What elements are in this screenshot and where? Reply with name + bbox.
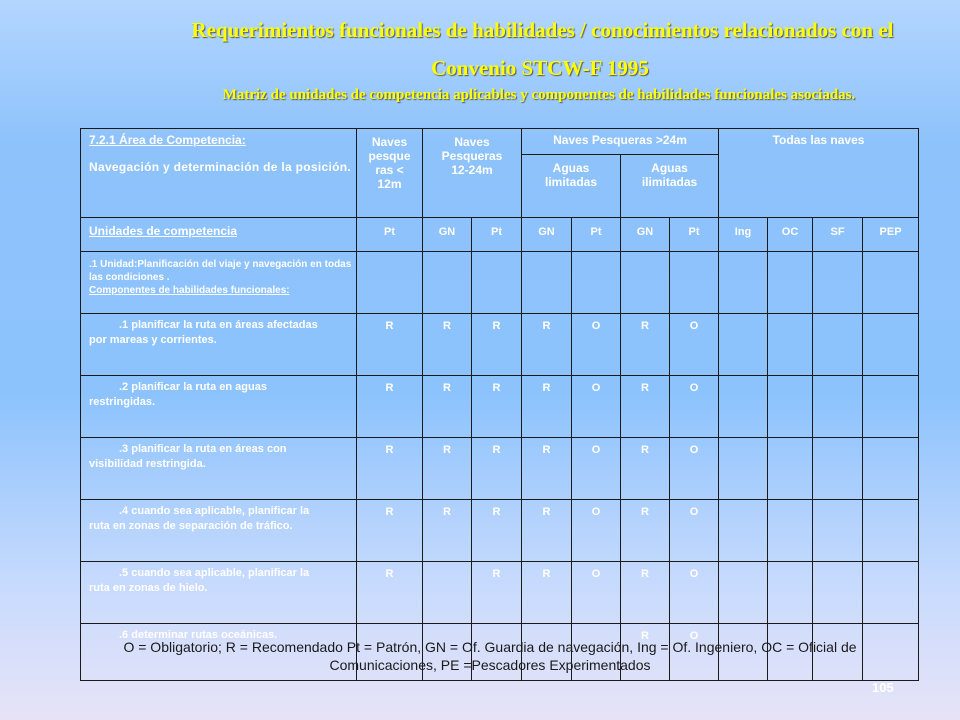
requirement-cell: R (621, 562, 670, 624)
unit-header: GN (621, 218, 670, 252)
criterion-label (81, 314, 357, 376)
requirement-cell: O (670, 500, 719, 562)
criterion-label (81, 500, 357, 562)
requirement-cell: O (670, 624, 719, 681)
header-mid-vessels-label: Naves Pesqueras 12-24m (441, 135, 503, 177)
competence-matrix (80, 128, 919, 681)
requirement-cell: R (621, 314, 670, 376)
unit-header: Pt (670, 218, 719, 252)
requirement-cell: R (621, 500, 670, 562)
requirement-cell (813, 314, 863, 376)
requirement-cell: O (572, 562, 621, 624)
legend-line-1: O = Obligatorio; R = Recomendado Pt = Patrón, GN = Of. Guardia de navegación, Ing = Of. Ingeniero, OC = Oficial de (123, 639, 857, 655)
criterion-label (81, 376, 357, 438)
criterion-text-a: .5 cuando sea aplicable, planificar la (119, 567, 310, 579)
header-small-vessels-label: Naves pesque ras < 12m (368, 135, 411, 191)
criterion-text-b: por mareas y corrientes. (89, 334, 217, 346)
unit-header: Pt (357, 218, 423, 252)
requirement-cell: O (670, 438, 719, 500)
requirement-cell: O (572, 376, 621, 438)
requirement-cell: R (423, 500, 472, 562)
legend (0, 638, 960, 674)
requirement-cell: R (472, 562, 522, 624)
header-mid-vessels (423, 129, 522, 218)
requirement-cell: R (472, 376, 522, 438)
requirement-cell: R (621, 624, 670, 681)
requirement-cell (768, 562, 813, 624)
table-row (81, 562, 919, 624)
requirement-cell (813, 376, 863, 438)
requirement-cell: O (572, 438, 621, 500)
legend-line-2: Comunicaciones, PE =Pescadores Experimentados (329, 657, 651, 673)
requirement-cell (768, 376, 813, 438)
table-row (81, 314, 919, 376)
requirement-cell: R (522, 500, 572, 562)
title-line-2: Convenio STCW-F 1995 (431, 56, 649, 80)
table-row (81, 376, 919, 438)
requirement-cell: R (522, 562, 572, 624)
requirement-cell (719, 562, 768, 624)
header-unlimited-waters-label: Aguas ilimitadas (641, 161, 698, 189)
requirement-cell (768, 438, 813, 500)
criterion-label (81, 562, 357, 624)
requirement-cell (863, 314, 919, 376)
requirement-cell (813, 438, 863, 500)
requirement-cell: R (621, 376, 670, 438)
requirement-cell: O (670, 562, 719, 624)
requirement-cell: R (423, 314, 472, 376)
header-large-vessels: Naves Pesqueras >24m (522, 129, 719, 155)
header-small-vessels (357, 129, 423, 218)
requirement-cell (719, 500, 768, 562)
unit-header: Pt (472, 218, 522, 252)
competence-area-cell (81, 129, 357, 218)
requirement-cell: R (423, 438, 472, 500)
unit-header: GN (522, 218, 572, 252)
unit-header: PEP (863, 218, 919, 252)
criterion-text-a: .6 determinar rutas oceánicas. (119, 629, 278, 641)
table-row (81, 438, 919, 500)
requirement-cell (768, 500, 813, 562)
unit-header: GN (423, 218, 472, 252)
requirement-cell (423, 562, 472, 624)
table-row (81, 500, 919, 562)
criterion-label (81, 438, 357, 500)
requirement-cell: R (357, 314, 423, 376)
criterion-text-a: .4 cuando sea aplicable, planificar la (119, 505, 310, 517)
requirement-cell: O (572, 500, 621, 562)
criterion-text-b: ruta en zonas de separación de tráfico. (89, 520, 293, 532)
competence-area-heading: 7.2.1 Área de Competencia: (89, 133, 246, 147)
criterion-text-b: ruta en zonas de hielo. (89, 582, 208, 594)
requirement-cell: R (423, 376, 472, 438)
requirement-cell (863, 438, 919, 500)
requirement-cell (768, 314, 813, 376)
requirement-cell: R (357, 500, 423, 562)
requirement-cell: O (572, 314, 621, 376)
requirement-cell: R (472, 500, 522, 562)
header-all-vessels: Todas las naves (719, 129, 919, 218)
title-line-1: Requerimientos funcionales de habilidades / conocimientos relacionados con el (191, 18, 894, 42)
requirement-cell: R (522, 314, 572, 376)
requirement-cell: O (670, 376, 719, 438)
requirement-cell (719, 376, 768, 438)
requirement-cell: R (357, 376, 423, 438)
page-number: 105 (872, 680, 894, 695)
component-skills-label: Componentes de habilidades funcionales: (89, 285, 290, 296)
requirement-cell (813, 562, 863, 624)
unit-header: Ing (719, 218, 768, 252)
subtitle: Matriz de unidades de competencia aplicables y componentes de habilidades funcionales asociadas. (222, 87, 856, 103)
unit-header: Pt (572, 218, 621, 252)
header-limited-waters (522, 155, 621, 218)
unit-header: OC (768, 218, 813, 252)
criterion-text-a: .2 planificar la ruta en aguas (119, 381, 267, 393)
requirement-cell (863, 562, 919, 624)
requirement-cell: R (357, 562, 423, 624)
requirement-cell: R (621, 438, 670, 500)
requirement-cell: O (670, 314, 719, 376)
header-unlimited-waters (621, 155, 719, 218)
requirement-cell (719, 438, 768, 500)
requirement-cell (863, 500, 919, 562)
requirement-cell: R (472, 438, 522, 500)
requirement-cell (863, 376, 919, 438)
requirement-cell (719, 314, 768, 376)
criterion-text-b: visibilidad restringida. (89, 458, 206, 470)
requirement-cell: R (357, 438, 423, 500)
requirement-cell (813, 500, 863, 562)
header-limited-waters-label: Aguas limitadas (544, 161, 598, 189)
requirement-cell: R (522, 438, 572, 500)
criterion-text-a: .1 planificar la ruta en áreas afectadas (119, 319, 318, 331)
component-header (81, 252, 357, 314)
unit-header: SF (813, 218, 863, 252)
competence-area-text: Navegación y determinación de la posición. (89, 160, 352, 174)
component-unit-title: .1 Unidad:Planificación del viaje y navegación en todas las condiciones . (89, 259, 352, 283)
units-label: Unidades de competencia (81, 218, 357, 252)
criterion-text-b: restringidas. (89, 396, 156, 408)
requirement-cell: R (472, 314, 522, 376)
requirement-cell: R (522, 376, 572, 438)
criterion-text-a: .3 planificar la ruta en áreas con (119, 443, 287, 455)
